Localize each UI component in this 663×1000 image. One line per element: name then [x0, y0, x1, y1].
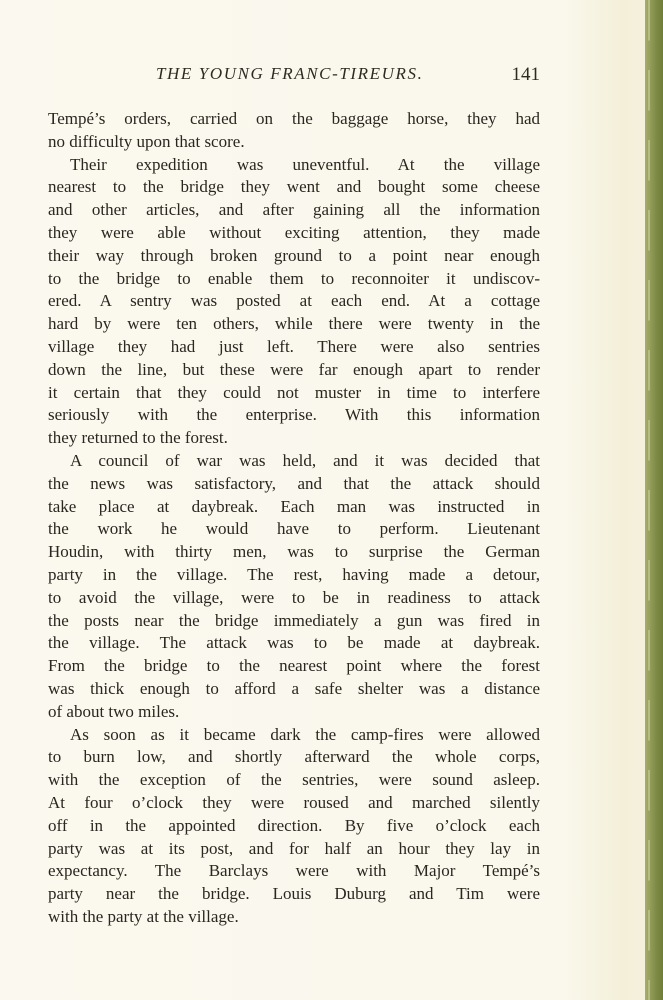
text-line: they were able without exciting attention, they made [48, 222, 540, 242]
page-number: 141 [511, 64, 540, 85]
text-line: the work he would have to perform. Lieutenant [48, 519, 540, 539]
text-line: off in the appointed direction. By five o’clock each [48, 815, 540, 835]
text-line: village they had just left. There were also sentries [48, 336, 540, 356]
text-line: and other articles, and after gaining all the information [48, 200, 540, 220]
running-title: THE YOUNG FRANC-TIREURS. [156, 64, 424, 83]
text-line: As soon as it became dark the camp-fires were allowed [70, 724, 540, 744]
text-line: to burn low, and shortly afterward the whole corps, [48, 747, 540, 767]
text-line: From the bridge to the nearest point where the forest [48, 656, 540, 676]
text-line: down the line, but these were far enough apart to render [48, 359, 540, 379]
text-line: their way through broken ground to a point near enough [48, 245, 540, 265]
text-line: hard by were ten others, while there were twenty in the [48, 314, 540, 334]
text-line: with the party at the village. [48, 906, 239, 926]
text-line: Houdin, with thirty men, was to surprise the German [48, 542, 540, 562]
text-line: to the bridge to enable them to reconnoiter it undiscov- [48, 268, 540, 288]
text-line: A council of war was held, and it was decided that [70, 450, 540, 470]
text-line: the village. The attack was to be made at daybreak. [48, 633, 540, 653]
text-line: Tempé’s orders, carried on the baggage horse, they had [48, 109, 540, 128]
text-line: party was at its post, and for half an hour they lay in [48, 838, 540, 858]
text-line: Their expedition was uneventful. At the village [70, 154, 540, 174]
text-line: expectancy. The Barclays were with Major Tempé’s [48, 861, 540, 881]
text-line: it certain that they could not muster in time to interfere [48, 382, 540, 402]
text-line: ered. A sentry was posted at each end. At a cottage [48, 291, 540, 311]
text-line: party in the village. The rest, having made a detour, [48, 564, 540, 584]
text-line: At four o’clock they were roused and marched silently [48, 792, 540, 812]
book-edge-strip [645, 0, 663, 1000]
text-line: the news was satisfactory, and that the attack should [48, 473, 540, 493]
text-line: no difficulty upon that score. [48, 131, 245, 151]
text-line: was thick enough to afford a safe shelter was a distance [48, 678, 540, 698]
text-line: take place at daybreak. Each man was instructed in [48, 496, 540, 516]
text-line: with the exception of the sentries, were sound asleep. [48, 770, 540, 790]
text-line: nearest to the bridge they went and bought some cheese [48, 177, 540, 197]
text-line: to avoid the village, were to be in readiness to attack [48, 587, 540, 607]
text-line: of about two miles. [48, 701, 180, 721]
text-line: they returned to the forest. [48, 428, 228, 448]
body-text [48, 108, 540, 929]
text-line: party near the bridge. Louis Duburg and Tim were [48, 884, 540, 904]
running-header [48, 62, 540, 90]
text-line: the posts near the bridge immediately a gun was fired in [48, 610, 540, 630]
text-line: seriously with the enterprise. With this information [48, 405, 540, 425]
